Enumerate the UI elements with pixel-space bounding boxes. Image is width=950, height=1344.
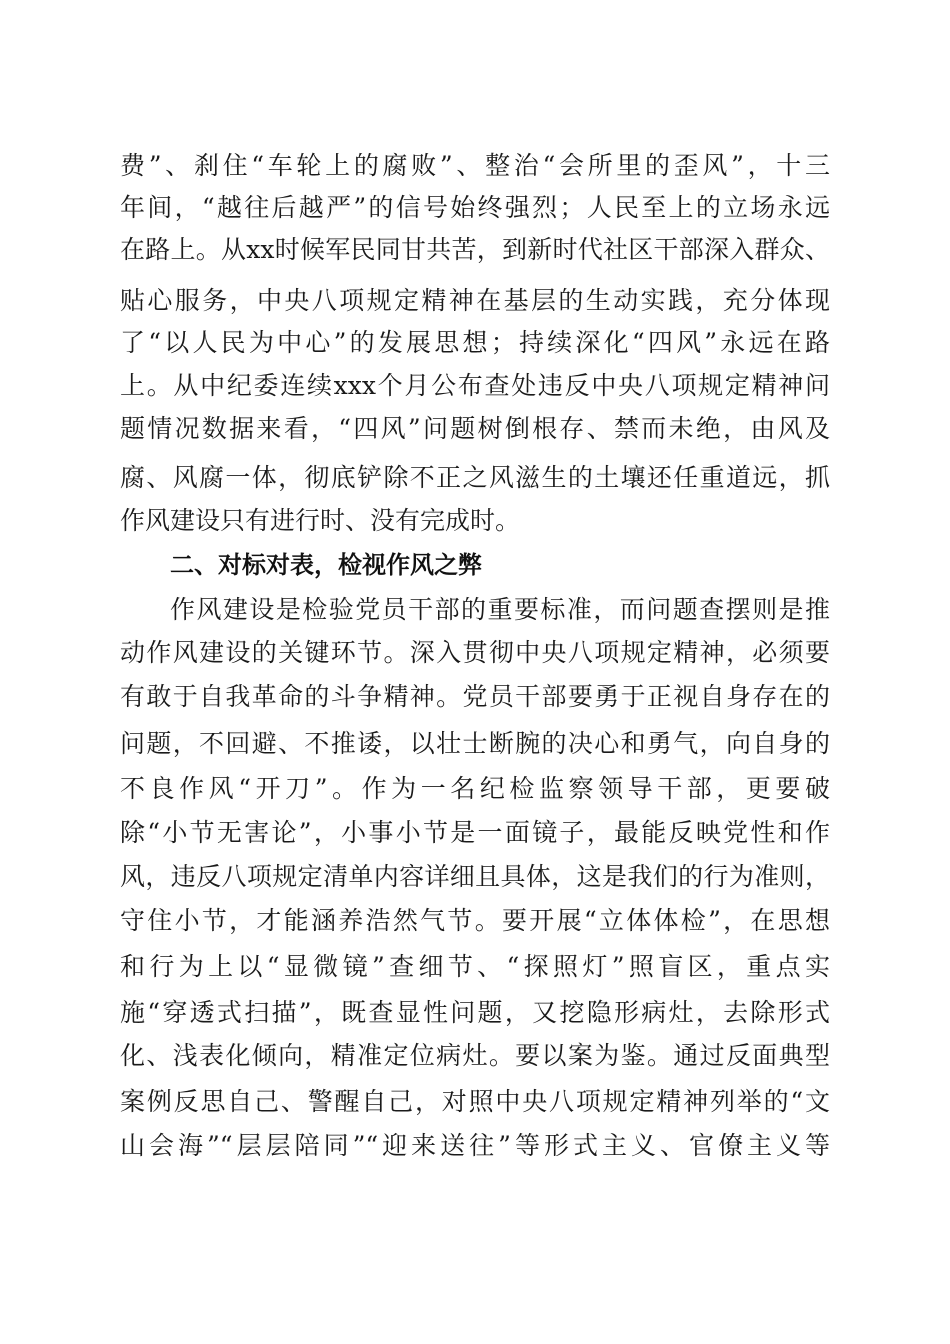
paragraph-1-line-6: 上。从中纪委连续xxx个月公布查处违反中央八项规定精神问 xyxy=(120,371,830,400)
paragraph-2-line-3: 有敢于自我革命的斗争精神。党员干部要勇于正视自身存在的 xyxy=(120,682,830,711)
paragraph-2-line-1: 作风建设是检验党员干部的重要标准，而问题查摆则是推 xyxy=(170,595,830,624)
paragraph-2-line-2: 动作风建设的关键环节。深入贯彻中央八项规定精神，必须要 xyxy=(120,638,830,667)
paragraph-2-line-8: 守住小节，才能涵养浩然气节。要开展“立体体检”，在思想 xyxy=(120,906,830,935)
paragraph-1-line-3: 在路上。从xx时候军民同甘共苦，到新时代社区干部深入群众、 xyxy=(120,235,830,264)
paragraph-1-line-9: 作风建设只有进行时、没有完成时。 xyxy=(120,506,521,535)
paragraph-2-line-6: 除“小节无害论”，小事小节是一面镜子，最能反映党性和作 xyxy=(120,818,830,847)
paragraph-2-line-13: 山会海”“层层陪同”“迎来送往”等形式主义、官僚主义等 xyxy=(120,1131,830,1160)
paragraph-2-line-7: 风，违反八项规定清单内容详细且具体，这是我们的行为准则， xyxy=(120,862,830,891)
paragraph-2-line-12: 案例反思自己、警醒自己，对照中央八项规定精神列举的“文 xyxy=(120,1087,830,1116)
paragraph-1-line-7: 题情况数据来看，“四风”问题树倒根存、禁而未绝，由风及 xyxy=(120,414,830,443)
paragraph-2-line-11: 化、浅表化倾向，精准定位病灶。要以案为鉴。通过反面典型 xyxy=(120,1041,830,1070)
paragraph-1-line-5: 了“以人民为中心”的发展思想；持续深化“四风”永远在路 xyxy=(120,328,830,357)
paragraph-2-line-10: 施“穿透式扫描”，既查显性问题，又挖隐形病灶，去除形式 xyxy=(120,998,830,1027)
paragraph-2-line-9: 和行为上以“显微镜”查细节、“探照灯”照盲区，重点实 xyxy=(120,952,830,981)
paragraph-1-line-8: 腐、风腐一体，彻底铲除不正之风滋生的土壤还任重道远，抓 xyxy=(120,463,830,492)
paragraph-1-line-2: 年间，“越往后越严”的信号始终强烈；人民至上的立场永远 xyxy=(120,193,830,222)
paragraph-2-line-4: 问题，不回避、不推诿，以壮士断腕的决心和勇气，向自身的 xyxy=(120,729,830,758)
section-heading: 二、对标对表，检视作风之弊 xyxy=(170,551,482,579)
paragraph-2-line-5: 不良作风“开刀”。作为一名纪检监察领导干部，更要破 xyxy=(120,774,830,803)
paragraph-1-line-1: 费”、刹住“车轮上的腐败”、整治“会所里的歪风”，十三 xyxy=(120,151,830,180)
paragraph-1-line-4: 贴心服务，中央八项规定精神在基层的生动实践，充分体现 xyxy=(120,286,830,315)
